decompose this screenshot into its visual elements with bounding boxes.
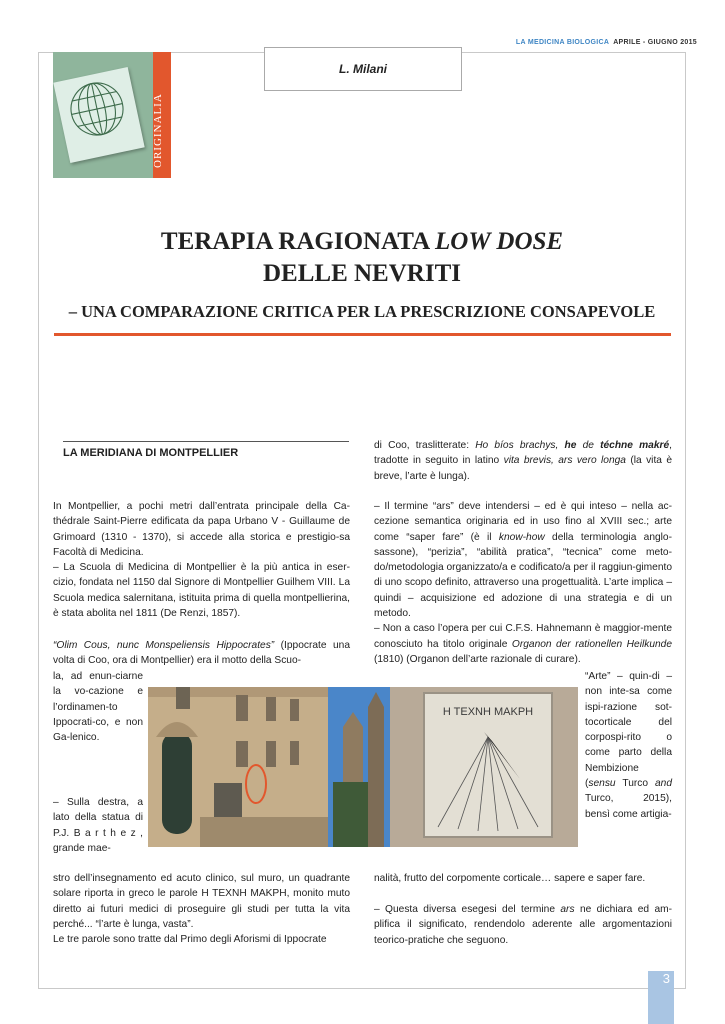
globe-icon [66, 78, 128, 140]
paragraph: In Montpellier, a pochi metri dall’entrata principale della Ca-thédrale Saint-Pierre edificata da papa Urbano V - Guillaume de Grimoard (1310 - 1370), si accede alla storica e prestigio-sa Facoltà di Medicina. – La Scuola di Medicina di Montpellier è la più antica in eser-cizio, fondata nel 1150 dal Signore di Montpellier Guilhem VIII. La Scuola medica salernitana, istituita prima di quella montpellierina, è stata abolita nel 1811 (De Renzi, 1857). [53, 501, 350, 620]
author-box [264, 47, 462, 91]
photo-montpellier [148, 687, 578, 847]
page-number: 3 [662, 971, 670, 986]
paragraph: di Coo, traslitterate: Ho bíos brachys, he de téchne makré, tradotte in seguito in latino vita brevis, ars vero longa (la vita è breve, l’arte è lunga). [374, 440, 673, 482]
paragraph: la, ad enun-ciarne la vo-cazione e l’ordinamen-to Ippocrati-co, e non Ga-lenico. [53, 671, 143, 744]
paragraph: – Sulla destra, a lato della statua di P.J. B a r t h e z , grande mae- [53, 797, 143, 854]
paragraph: “Arte” – quin-di – non inte-sa come ispi-razione sot-tocorticale del corpospi-rito o come parto della Nembizione (sensu Turco and Turco, 2015), bensì come artigia- [585, 671, 672, 820]
title-line-2: DELLE NEVRITI [263, 260, 461, 287]
journal-header [516, 39, 697, 46]
title-rule [54, 333, 671, 336]
sundial-inscription: Η ΤΕΧΝΗ ΜΑΚΡΗ [442, 706, 534, 718]
paragraph: – Il termine “ars” deve intendersi – ed è qui inteso – nella ac-cezione semantica originaria ed in uso fino al XVIII sec.; arte come “saper fare” (è il know-how della terminologia anglo-sassone), “perizia”, “abilità pratica”, “tecnica” come meto-do/metodologia organizzato/a e codificato/a per il raggiun-gimento di uno scopo definito, attraverso una progettualità. L’arte implica – quindi – acquisizione ed adozione di una strategia e di un metodo. – Non a caso l’opera per cui C.F.S. Hahnemann è maggior-mente conosciuto ha titolo originale Organon der rationellen Heilkunde (1810) (Organon dell’arte razionale di curare). [374, 501, 672, 665]
title-low-dose: LOW DOSE [435, 228, 564, 255]
paragraph: stro dell’insegnamento ed acuto clinico, sul muro, un quadrante solare riporta in greco le parole Η ΤΕΧΝΗ ΜΑΚΡΗ, monito muto diretto ai futuri medici di proseguire gli studi per tutta la vita perché... “l’arte è lunga, vasta”. Le tre parole sono tratte dal Primo degli Aforismi di Ippocrate [53, 873, 350, 946]
issue-date: APRILE - GIUGNO 2015 [613, 39, 697, 46]
subtitle: – UNA COMPARAZIONE CRITICA PER LA PRESCRIZIONE CONSAPEVOLE [68, 302, 656, 321]
title-line-1: TERAPIA RAGIONATA LOW DOSE [160, 228, 564, 255]
section-tag: ORIGINALIA [152, 93, 164, 168]
journal-name: LA MEDICINA BIOLOGICA [515, 39, 610, 46]
author-name: L. Milani [339, 62, 387, 76]
section-rule [63, 441, 349, 442]
paragraph: “Olim Cous, nunc Monspeliensis Hippocrates” (Ippocrate una volta di Coo, ora di Montpellier) era il motto della Scuo- [53, 640, 350, 667]
section-heading: LA MERIDIANA DI MONTPELLIER [63, 447, 239, 459]
paragraph: – Questa diversa esegesi del termine ars ne dichiara ed am-plifica il significato, rendendolo aderente alle argomentazioni teorico-pratiche che seguono. [374, 904, 672, 946]
paragraph: nalità, frutto del corpomente corticale… sapere e saper fare. [374, 873, 646, 884]
